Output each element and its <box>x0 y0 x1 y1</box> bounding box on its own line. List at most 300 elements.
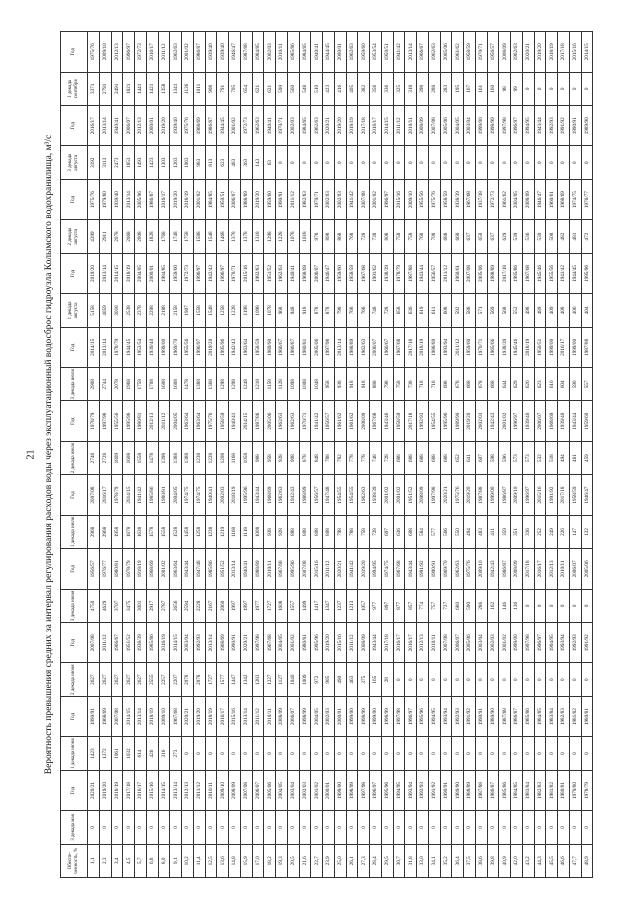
table-row <box>170 32 182 878</box>
table-cell: 0 <box>252 811 264 844</box>
table-cell: 654 <box>240 72 252 105</box>
table-cell: 0 <box>299 146 311 179</box>
table-cell: 808 <box>299 515 311 548</box>
column-header: 2 декада июля <box>61 441 88 474</box>
table-cell: 868 <box>334 220 346 253</box>
table-cell: 1968/69 <box>558 179 570 219</box>
probability-cell: 37,5 <box>464 844 476 877</box>
table-cell: 1984/85 <box>299 32 311 73</box>
table-cell: 1962/63 <box>276 475 288 515</box>
table-cell: 0 <box>170 811 182 844</box>
table-cell: 918 <box>299 294 311 327</box>
probability-cell: 19,3 <box>276 844 288 877</box>
table-row <box>569 32 581 878</box>
table-cell: 1942/43 <box>487 401 499 441</box>
table-cell: 788 <box>323 441 335 474</box>
table-cell: 136 <box>511 589 523 622</box>
table-cell: 1758 <box>182 220 194 253</box>
table-cell: 2008/09 <box>276 696 288 736</box>
table-cell: 0 <box>182 737 194 770</box>
table-cell: 0 <box>464 663 476 696</box>
table-cell: 604 <box>558 368 570 401</box>
table-cell: 423 <box>323 72 335 105</box>
table-cell: 1218 <box>252 368 264 401</box>
table-cell: 1972/73 <box>487 179 499 219</box>
table-cell: 1018 <box>299 220 311 253</box>
table-cell: 948 <box>287 294 299 327</box>
table-cell: 728 <box>381 441 393 474</box>
column-header: 2 декада августа <box>61 220 88 253</box>
table-cell: 1941/42 <box>558 253 570 293</box>
table-cell: 2002/03 <box>334 179 346 219</box>
table-cell: 0 <box>452 146 464 179</box>
table-cell: 1968 <box>123 368 135 401</box>
table-cell: 1995/96 <box>381 770 393 810</box>
table-cell: 1942/43 <box>487 549 499 589</box>
table-cell: 1962/63 <box>252 106 264 146</box>
table-cell: 1943/46 <box>381 401 393 441</box>
table-cell: 1951/52 <box>123 623 135 663</box>
column-header: Год <box>61 696 88 736</box>
table-cell: 2748 <box>88 441 100 474</box>
table-cell: 1939/40 <box>146 327 158 367</box>
table-cell: 688 <box>440 441 452 474</box>
table-cell: 2015/16 <box>311 549 323 589</box>
table-cell: 888 <box>370 368 382 401</box>
table-cell: 1966/67 <box>276 327 288 367</box>
table-cell: 616 <box>546 368 558 401</box>
table-cell: 1968/69 <box>193 106 205 146</box>
table-row <box>581 32 593 878</box>
table-cell: 2013/14 <box>99 253 111 293</box>
table-cell: 1853 <box>123 146 135 179</box>
probability-cell: 27,3 <box>358 844 370 877</box>
table-row <box>381 32 393 878</box>
table-cell: 1557 <box>287 589 299 622</box>
table-cell: 1939/40 <box>217 32 229 73</box>
table-cell: 1987/88 <box>499 696 511 736</box>
table-cell: 1398 <box>158 441 170 474</box>
table-row <box>522 32 534 878</box>
table-cell: 2010/11 <box>405 106 417 146</box>
table-cell: 2000/01 <box>323 770 335 810</box>
table-cell: 2019/20 <box>534 32 546 73</box>
table-cell: 1959/60 <box>464 327 476 367</box>
table-cell: 1991/92 <box>464 696 476 736</box>
table-cell: 2013/14 <box>170 770 182 810</box>
table-cell: 1975/76 <box>205 401 217 441</box>
table-row <box>276 32 288 878</box>
table-cell: 0 <box>323 737 335 770</box>
table-cell: 2004/05 <box>135 253 147 293</box>
table-cell: 2007/08 <box>88 623 100 663</box>
table-cell: 0 <box>464 811 476 844</box>
table-cell: 1901/62 <box>370 253 382 293</box>
table-cell: 288 <box>428 72 440 105</box>
table-cell: 2010/11 <box>558 549 570 589</box>
table-cell: 1423 <box>88 737 100 770</box>
table-cell: 1989/90 <box>264 327 276 367</box>
table-cell: 0 <box>334 811 346 844</box>
table-cell: 2016/17 <box>99 475 111 515</box>
table-cell: 977 <box>370 589 382 622</box>
table-cell: 619 <box>417 294 429 327</box>
table-cell: 1961/62 <box>334 401 346 441</box>
table-cell: 459 <box>581 441 593 474</box>
table-cell: 1939/40 <box>111 179 123 219</box>
table-cell: 3475 <box>123 589 135 622</box>
table-cell: 252 <box>534 515 546 548</box>
table-cell: 1994/95 <box>370 549 382 589</box>
table-cell: 897 <box>381 589 393 622</box>
table-cell: 1493 <box>135 146 147 179</box>
table-cell: 2002/03 <box>475 401 487 441</box>
table-cell: 426 <box>146 737 158 770</box>
table-cell: 2019/20 <box>88 253 100 293</box>
table-cell: 162 <box>487 589 499 622</box>
table-cell: 1998/99 <box>358 696 370 736</box>
table-cell: 0 <box>405 146 417 179</box>
table-cell: 0 <box>546 146 558 179</box>
table-cell: 2019/20 <box>205 327 217 367</box>
table-row <box>487 32 499 878</box>
table-cell: 608 <box>405 515 417 548</box>
table-cell: 748 <box>370 294 382 327</box>
table-cell: 1978/79 <box>88 401 100 441</box>
table-cell: 0 <box>205 811 217 844</box>
table-cell: 1980/81 <box>299 623 311 663</box>
table-cell: 1727 <box>205 663 217 696</box>
table-cell: 1608 <box>123 441 135 474</box>
table-cell: 1958/59 <box>569 475 581 515</box>
table-cell: 848 <box>311 441 323 474</box>
table-cell: 0 <box>334 737 346 770</box>
table-cell: 318 <box>405 72 417 105</box>
table-cell: 1967/68 <box>464 179 476 219</box>
table-cell: 697 <box>381 515 393 548</box>
table-cell: 1158 <box>264 368 276 401</box>
table-cell: 1962/63 <box>276 253 288 293</box>
table-cell: 2004/05 <box>170 475 182 515</box>
table-row <box>546 32 558 878</box>
table-cell: 3707 <box>111 589 123 622</box>
table-cell: 0 <box>558 589 570 622</box>
table-cell: 1499 <box>299 589 311 622</box>
table-cell: 1942/43 <box>287 475 299 515</box>
table-cell: 1997/98 <box>393 696 405 736</box>
table-cell: 1058 <box>240 441 252 474</box>
probability-cell: 29,5 <box>381 844 393 877</box>
table-cell: 1982/83 <box>534 770 546 810</box>
probability-cell: 2,3 <box>99 844 111 877</box>
table-cell: 2012/13 <box>546 549 558 589</box>
probability-cell: 15,9 <box>240 844 252 877</box>
table-cell: 4629 <box>99 589 111 622</box>
table-cell: 1984/85 <box>511 770 523 810</box>
table-cell: 1986/87 <box>499 475 511 515</box>
table-cell: 489 <box>534 294 546 327</box>
table-cell: 0 <box>358 146 370 179</box>
table-cell: 1939/40 <box>170 106 182 146</box>
table-cell: 2008/09 <box>358 623 370 663</box>
table-cell: 1984/85 <box>299 106 311 146</box>
table-cell: 757 <box>428 589 440 622</box>
table-cell: 0 <box>417 146 429 179</box>
table-cell: 1994/95 <box>522 106 534 146</box>
table-cell: 1821 <box>123 72 135 105</box>
table-cell: 678 <box>452 368 464 401</box>
table-row <box>346 32 358 878</box>
table-cell: 1963/64 <box>170 549 182 589</box>
probability-cell: 35,2 <box>440 844 452 877</box>
table-cell: 1421 <box>146 72 158 105</box>
table-cell: 0 <box>311 146 323 179</box>
table-cell: 1372 <box>99 737 111 770</box>
table-cell: 623 <box>217 146 229 179</box>
table-cell: 2004/05 <box>276 623 288 663</box>
table-cell: 2019/20 <box>158 106 170 146</box>
table-cell: 2001/02 <box>370 179 382 219</box>
table-cell: 2017/18 <box>358 106 370 146</box>
table-cell: 2009/10 <box>217 770 229 810</box>
table-cell: 1298 <box>229 368 241 401</box>
table-row <box>193 32 205 878</box>
probability-cell: 39,8 <box>487 844 499 877</box>
table-cell: 0 <box>217 811 229 844</box>
probability-cell: 45,5 <box>546 844 558 877</box>
table-cell: 0 <box>440 811 452 844</box>
table-cell: 283 <box>440 72 452 105</box>
table-row <box>323 32 335 878</box>
table-cell: 611 <box>428 294 440 327</box>
table-cell: 688 <box>405 441 417 474</box>
table-cell: 0 <box>440 737 452 770</box>
table-cell: 2473 <box>111 146 123 179</box>
table-cell: 2014/15 <box>88 327 100 367</box>
table-cell: 1918/19 <box>135 549 147 589</box>
table-cell: 2014/15 <box>381 106 393 146</box>
table-cell: 1938/39 <box>452 179 464 219</box>
table-cell: 2001/02 <box>193 179 205 219</box>
table-row <box>88 32 100 878</box>
table-cell: 2019/20 <box>334 106 346 146</box>
table-row <box>264 32 276 878</box>
column-header: 3 декада августа <box>61 146 88 179</box>
table-cell: 2017/18 <box>558 32 570 73</box>
table-cell: 2016/17 <box>405 623 417 663</box>
table-cell: 2007/08 <box>299 549 311 589</box>
table-cell: 0 <box>381 811 393 844</box>
table-cell: 1954/55 <box>428 401 440 441</box>
table-cell: 0 <box>252 737 264 770</box>
table-cell: 1997 <box>240 589 252 622</box>
table-cell: 2002/03 <box>487 623 499 663</box>
table-cell: 1988/89 <box>464 770 476 810</box>
probability-cell: 36,4 <box>452 844 464 877</box>
table-cell: 1942/43 <box>229 327 241 367</box>
table-cell: 1127 <box>276 663 288 696</box>
table-cell: 167 <box>464 72 476 105</box>
table-cell: 1978/79 <box>111 475 123 515</box>
table-cell: 0 <box>546 737 558 770</box>
table-cell: 2000/01 <box>334 32 346 73</box>
table-cell: 1968/69 <box>546 401 558 441</box>
table-cell: 928 <box>276 441 288 474</box>
table-cell: 2013/14 <box>99 327 111 367</box>
table-cell: 2627 <box>111 663 123 696</box>
table-cell: 0 <box>229 811 241 844</box>
table-cell: 668 <box>487 368 499 401</box>
table-cell: 1986/87 <box>487 770 499 810</box>
table-cell: 1980/81 <box>558 770 570 810</box>
table-cell: 728 <box>358 220 370 253</box>
table-cell: 2010/11 <box>264 696 276 736</box>
table-cell: 1958/59 <box>440 179 452 219</box>
table-cell: 1208 <box>217 441 229 474</box>
table-cell: 590 <box>464 589 476 622</box>
table-cell: 1990/91 <box>428 549 440 589</box>
table-cell: 2020/21 <box>440 475 452 515</box>
table-row <box>252 32 264 878</box>
table-cell: 0 <box>334 146 346 179</box>
table-cell: 728 <box>381 294 393 327</box>
table-cell: 2014/15 <box>123 696 135 736</box>
table-cell: 1978/79 <box>393 253 405 293</box>
table-cell: 1168 <box>229 441 241 474</box>
table-cell: 1937/38 <box>475 179 487 219</box>
table-cell: 568 <box>499 294 511 327</box>
table-cell: 1996/97 <box>193 253 205 293</box>
table-row <box>240 32 252 878</box>
table-cell: 2002/03 <box>264 32 276 73</box>
table-cell: 1528 <box>170 515 182 548</box>
table-cell: 406 <box>569 294 581 327</box>
table-cell: 1878 <box>123 515 135 548</box>
table-cell: 598 <box>487 441 499 474</box>
table-cell: 5158 <box>88 294 100 327</box>
table-cell: 905 <box>323 663 335 696</box>
table-cell: 2968 <box>88 515 100 548</box>
table-cell: 1984/85 <box>205 179 217 219</box>
table-cell: 0 <box>428 811 440 844</box>
table-cell: 1962/63 <box>311 106 323 146</box>
table-cell: 0 <box>581 72 593 105</box>
table-cell: 0 <box>276 146 288 179</box>
table-cell: 1128 <box>276 368 288 401</box>
table-row <box>205 32 217 878</box>
table-cell: 0 <box>558 811 570 844</box>
table-cell: 1961/62 <box>452 32 464 73</box>
table-cell: 1940/41 <box>205 475 217 515</box>
table-cell: 2005/06 <box>135 179 147 219</box>
rotated-page-content <box>42 31 630 878</box>
table-cell: 2011/12 <box>452 327 464 367</box>
table-cell: 1982/83 <box>299 179 311 219</box>
table-cell: 1608 <box>170 368 182 401</box>
table-cell: 2019/20 <box>464 401 476 441</box>
table-cell: 1947/48 <box>193 549 205 589</box>
probability-cell: 22,7 <box>311 844 323 877</box>
table-cell: 0 <box>569 663 581 696</box>
table-cell: 577 <box>428 515 440 548</box>
table-cell: 1945/46 <box>534 253 546 293</box>
table-row <box>534 32 546 878</box>
table-cell: 1966/67 <box>381 327 393 367</box>
column-header: Год <box>61 253 88 293</box>
table-cell: 1468 <box>217 220 229 253</box>
table-cell: 550 <box>452 515 464 548</box>
table-cell: 0 <box>511 146 523 179</box>
table-cell: 0 <box>511 663 523 696</box>
table-cell: 0 <box>323 811 335 844</box>
table-cell: 1996/97 <box>123 32 135 73</box>
table-cell: 0 <box>475 663 487 696</box>
table-cell: 1996/97 <box>193 327 205 367</box>
table-cell: 1423 <box>146 146 158 179</box>
table-cell: 1980/81 <box>299 327 311 367</box>
table-cell: 1478 <box>182 368 194 401</box>
table-cell: 614 <box>135 737 147 770</box>
table-cell: 0 <box>123 811 135 844</box>
table-cell: 1996/97 <box>381 179 393 219</box>
table-cell: 249 <box>546 515 558 548</box>
table-cell: 1977 <box>252 589 264 622</box>
table-row <box>417 32 429 878</box>
table-cell: 2208 <box>146 294 158 327</box>
table-cell: 1960/61 <box>546 179 558 219</box>
table-cell: 1966/67 <box>417 32 429 73</box>
table-cell: 336 <box>381 72 393 105</box>
table-cell: 1238 <box>193 441 205 474</box>
probability-cell: 43,2 <box>522 844 534 877</box>
table-cell: 2555 <box>146 663 158 696</box>
probability-cell: 9,1 <box>170 844 182 877</box>
table-cell: 1708 <box>146 368 158 401</box>
table-cell: 560 <box>287 72 299 105</box>
table-cell: 1940/41 <box>287 253 299 293</box>
table-cell: 596 <box>499 441 511 474</box>
table-cell: 2014/15 <box>170 623 182 663</box>
table-cell: 2068 <box>123 220 135 253</box>
table-cell: 2016/17 <box>393 623 405 663</box>
table-cell: 1974/75 <box>569 179 581 219</box>
table-cell: 1956/57 <box>487 32 499 73</box>
table-cell: 2014/15 <box>123 475 135 515</box>
table-cell: 2627 <box>135 663 147 696</box>
table-cell: 1984/85 <box>534 696 546 736</box>
table-cell: 3018 <box>111 294 123 327</box>
table-cell: 1558 <box>135 441 147 474</box>
table-cell: 2018/19 <box>205 696 217 736</box>
table-cell: 0 <box>417 811 429 844</box>
table-cell: 958 <box>264 441 276 474</box>
table-cell: 1970/71 <box>299 401 311 441</box>
table-cell: 1986/87 <box>287 327 299 367</box>
table-cell: 652 <box>452 441 464 474</box>
table-cell: 1975/76 <box>428 179 440 219</box>
exceedance-table <box>60 31 593 878</box>
table-cell: 0 <box>522 811 534 844</box>
table-cell: 2008/09 <box>522 179 534 219</box>
table-cell: 1303 <box>158 146 170 179</box>
table-cell: 2015/16 <box>534 475 546 515</box>
table-cell: 1985/86 <box>522 696 534 736</box>
table-cell: 688 <box>417 441 429 474</box>
table-cell: 1940/41 <box>264 106 276 146</box>
table-cell: 1962/63 <box>358 327 370 367</box>
table-cell: 0 <box>381 737 393 770</box>
table-cell: 1991/92 <box>428 770 440 810</box>
